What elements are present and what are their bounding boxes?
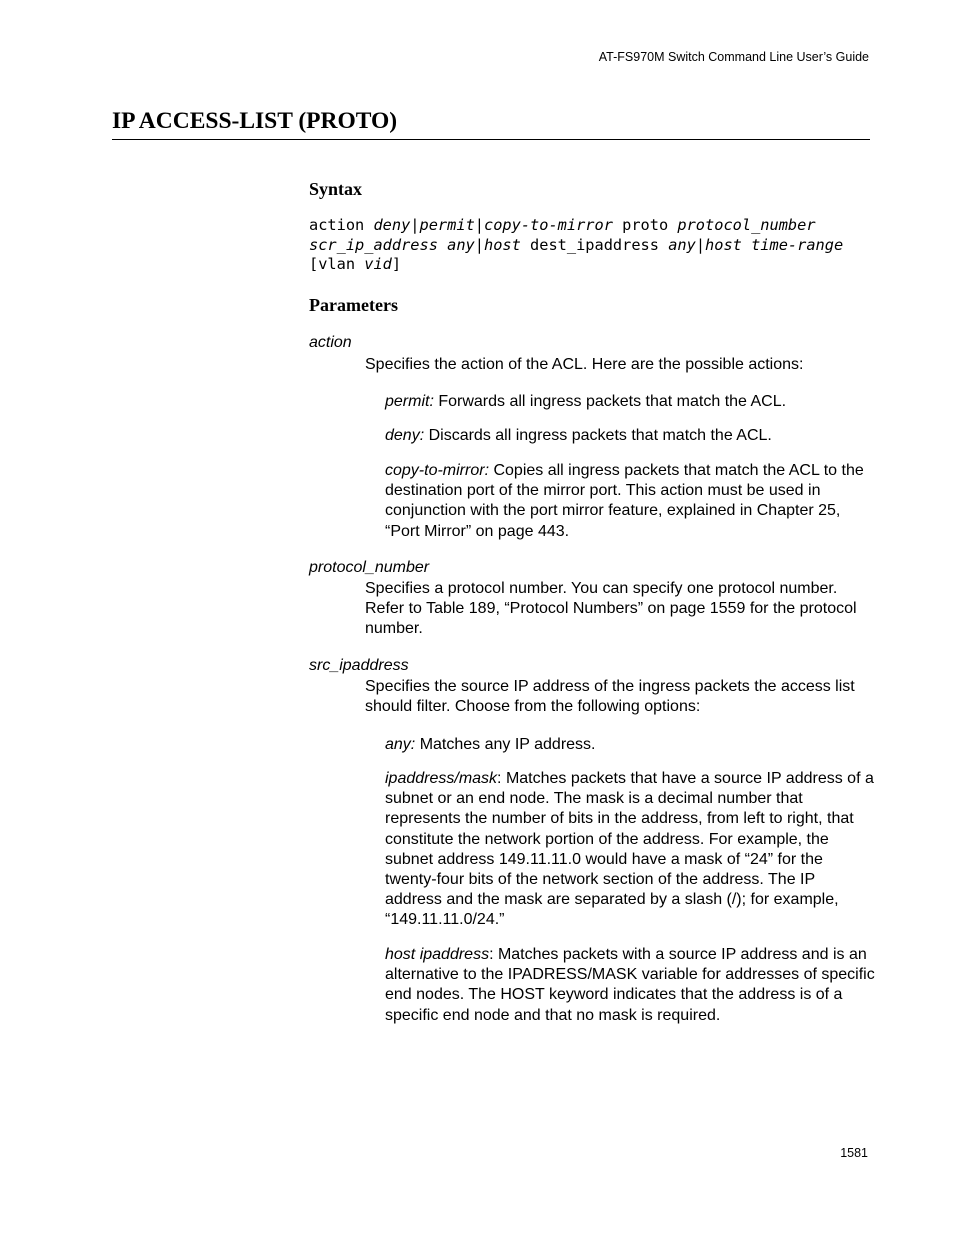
option-term: permit: [385,393,434,410]
syntax-token: deny|permit|copy-to-mirror [373,216,613,234]
page-number: 1581 [840,1146,868,1160]
option-ipaddress-mask [385,769,875,931]
option-term: copy-to-mirror: [385,462,490,479]
syntax-line-3 [309,255,879,275]
option-text: : Matches packets with a source IP address and is an alternative to the IPADRESS/MASK variable for addresses of specific end nodes. The HOST keyword indicates that the address is of a specific end node and that no mask is required. [385,946,875,1024]
parameters-heading: Parameters [309,295,398,315]
option-text: Copies all ingress packets that match the ACL to the destination port of the mirror port. This action must be used in conjunction with the port mirror feature, explained in Chapter 25, “Port Mirror” on page 443. [385,462,864,540]
running-header: AT-FS970M Switch Command Line User’s Guide [598,50,869,64]
syntax-token: [vlan [309,255,365,273]
param-action-name: action [309,334,352,351]
syntax-token: ] [391,255,402,273]
option-term: host ipaddress [385,946,490,963]
syntax-token: proto [612,216,678,234]
option-term: deny: [385,427,425,444]
syntax-block [309,216,879,275]
option-any [385,735,875,755]
syntax-token: action [309,216,374,234]
syntax-token: protocol_number [677,216,816,234]
syntax-token: scr_ip_address any|host [309,235,521,254]
param-src-ipaddress-name: src_ipaddress [309,657,409,674]
option-text: Discards all ingress packets that match the ACL. [424,427,772,444]
param-protocol-number-description: Specifies a protocol number. You can specify one protocol number. Refer to Table 189, “Protocol Numbers” on page 1559 for the protocol number. [365,580,857,638]
option-term: any: [385,736,416,753]
param-action-description: Specifies the action of the ACL. Here are the possible actions: [365,356,804,373]
page-title: IP ACCESS-LIST (PROTO) [112,106,870,140]
option-copy-to-mirror [385,461,875,542]
syntax-heading: Syntax [309,179,363,199]
syntax-token: any|host time-range [668,235,844,254]
syntax-token: vid [364,255,392,273]
syntax-line-2 [309,236,879,256]
option-permit [385,392,875,412]
option-text: Matches any IP address. [415,736,596,753]
syntax-token: dest_ipaddress [520,235,669,254]
option-term: ipaddress/mask [385,770,498,787]
option-text: : Matches packets that have a source IP address of a subnet or an end node. The mask is a decimal number that represents the number of bits in the address, from left to right, that constitute the network portion of the address. For example, the subnet address 149.11.11.0 would have a mask of “24” for the twenty-four bits of the network section of the address. The IP address and the mask are separated by a slash (/); for example, “149.11.11.0/24.” [385,770,874,929]
syntax-line-1 [309,216,879,236]
param-protocol-number-name: protocol_number [309,559,430,576]
option-host-ipaddress [385,945,875,1026]
option-text: Forwards all ingress packets that match the ACL. [433,393,787,410]
option-deny [385,426,875,446]
param-src-ipaddress-description: Specifies the source IP address of the ingress packets the access list should filter. Choose from the following options: [365,678,855,716]
